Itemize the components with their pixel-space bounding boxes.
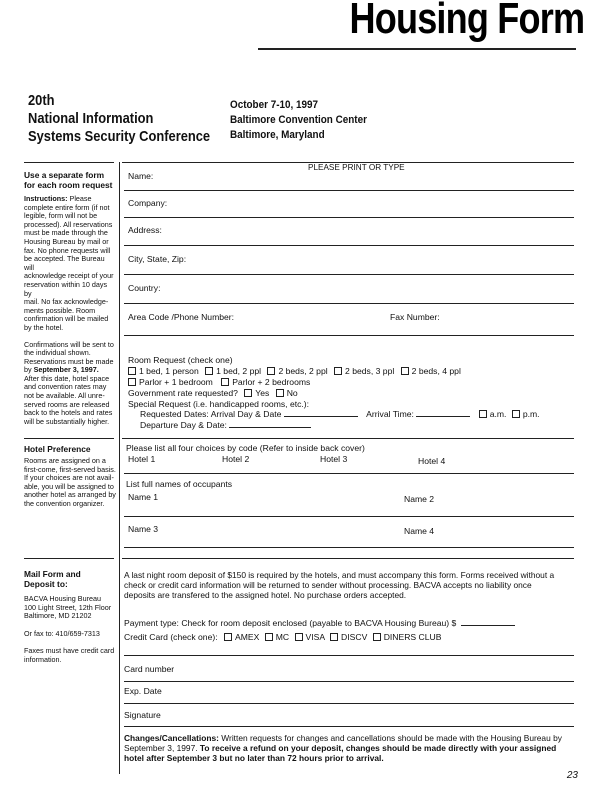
mail-block	[24, 569, 116, 665]
city-field[interactable]	[124, 274, 574, 275]
occupants-label: List full names of occupants	[126, 479, 233, 489]
card-option: AMEX	[235, 632, 260, 642]
checkbox[interactable]	[276, 389, 284, 397]
column-divider	[119, 162, 120, 774]
card-option: DINERS CLUB	[383, 632, 442, 642]
hotel-preference-block	[24, 444, 116, 509]
room-option: 2 beds, 2 ppl	[278, 366, 328, 376]
instructions-text: processed). All reservations	[24, 219, 113, 229]
fax-number: Or fax to: 410/659-7313	[24, 628, 100, 638]
hotel-2-label: Hotel 2	[222, 454, 250, 464]
refund-note: To receive a refund on your deposit, changes should be made directly with your assigned hotel after September 3 but no later than 72 hours prior to arrival.	[124, 743, 557, 764]
arrival-date-label: Requested Dates: Arrival Day & Date	[140, 409, 282, 419]
fax-note: information.	[24, 654, 62, 664]
print-note: PLEASE PRINT OR TYPE	[308, 163, 405, 172]
event-dates: October 7-10, 1997	[230, 99, 319, 111]
fax-label: Fax Number:	[390, 312, 440, 322]
section-title: Deposit to:	[24, 579, 68, 589]
section-rule	[24, 558, 114, 559]
changes-body: Written requests for changes and cancellations should be made with the Housing Bureau by September 3, 1997.	[124, 733, 562, 754]
exp-date-field[interactable]	[124, 703, 574, 704]
checkbox[interactable]	[128, 367, 136, 375]
city-label: City, State, Zip:	[128, 254, 187, 264]
confirmation-text: Reservations must be made	[24, 356, 114, 366]
instructions-text: must be made through the	[24, 228, 108, 238]
occupant-names-field-2[interactable]	[124, 547, 574, 548]
payment-row	[124, 618, 515, 628]
conference-line: 20th	[28, 92, 55, 109]
fax-note: Faxes must have credit card	[24, 646, 115, 656]
hotel-choices-field[interactable]	[124, 473, 574, 474]
conference-line: Systems Security Conference	[28, 128, 211, 145]
checkbox[interactable]	[128, 378, 136, 386]
room-option: 1 bed, 1 person	[139, 366, 199, 376]
instructions-label: Instructions:	[24, 194, 68, 203]
exp-date-label: Exp. Date	[124, 686, 162, 696]
address-field[interactable]	[124, 245, 574, 246]
section-title: Hotel Preference	[24, 444, 91, 454]
checkbox[interactable]	[267, 367, 275, 375]
room-option: 1 bed, 2 ppl	[216, 366, 262, 376]
conference-line: National Information	[28, 110, 154, 127]
changes-text	[124, 733, 568, 764]
instructions-text: complete entire form (if not	[24, 202, 110, 212]
gov-rate-row	[128, 388, 298, 398]
card-option: MC	[275, 632, 290, 642]
gov-rate-label: Government rate requested?	[128, 388, 238, 398]
instructions-text: confirmation will be mailed	[24, 314, 109, 324]
confirmation-text: will be substantially higher.	[24, 416, 110, 426]
instructions-block	[24, 170, 116, 426]
phone-field[interactable]	[124, 335, 574, 336]
name-1-label: Name 1	[128, 492, 159, 502]
section-rule	[24, 438, 114, 439]
hotel-4-label: Hotel 4	[418, 456, 446, 466]
event-info	[230, 98, 367, 143]
company-label: Company:	[128, 198, 168, 208]
confirmation-text: the individual shown.	[24, 348, 91, 358]
event-city: Baltimore, Maryland	[230, 129, 325, 141]
name-3-label: Name 3	[128, 524, 159, 534]
name-field[interactable]	[124, 190, 574, 191]
room-option: Parlor + 1 bedroom	[139, 377, 213, 387]
instructions-text: legible, form will not be	[24, 211, 98, 221]
card-option: VISA	[305, 632, 325, 642]
mail-address: BACVA Housing Bureau	[24, 594, 101, 603]
room-request-label: Room Request (check one)	[128, 355, 233, 365]
mail-address: 100 Light Street, 12th Floor	[24, 602, 112, 612]
room-options-row1	[128, 366, 461, 376]
dates-row	[140, 409, 540, 419]
event-venue: Baltimore Convention Center	[230, 114, 367, 126]
address-label: Address:	[128, 225, 162, 235]
instructions-text: fax. No phone requests will	[24, 245, 111, 255]
room-option: Parlor + 2 bedrooms	[232, 377, 311, 387]
arrival-time-label: Arrival Time:	[366, 409, 414, 419]
confirmation-text: served rooms are released	[24, 399, 110, 409]
header-rule	[258, 48, 576, 50]
instructions-text: ments possible. Room	[24, 305, 96, 315]
instructions-text: Please	[67, 194, 92, 203]
name-label: Name:	[128, 171, 154, 181]
card-number-field[interactable]	[124, 681, 574, 682]
checkbox[interactable]	[334, 367, 342, 375]
section-rule	[122, 558, 574, 559]
deadline-date: September 3, 1997.	[33, 365, 99, 375]
hotel-list-label: Please list all four choices by code (Refer to inside back cover)	[126, 443, 365, 453]
arrival-time-field[interactable]	[416, 416, 470, 417]
payment-type-label: Payment type: Check for room deposit enclosed (payable to BACVA Housing Bureau) $	[124, 618, 457, 628]
room-option: 2 beds, 4 ppl	[411, 366, 461, 376]
confirmation-text: After this date, hotel space	[24, 373, 110, 383]
checkbox[interactable]	[479, 410, 487, 418]
departure-field[interactable]	[229, 427, 311, 428]
card-rule	[124, 655, 574, 656]
checkbox[interactable]	[401, 367, 409, 375]
company-field[interactable]	[124, 217, 574, 218]
section-title: Mail Form and	[24, 569, 81, 579]
instructions-text: be accepted. The Bureau will	[24, 254, 105, 272]
signature-field[interactable]	[124, 726, 574, 727]
pm-option: p.m.	[522, 409, 540, 419]
section-title: for each room request	[24, 180, 113, 190]
arrival-date-field[interactable]	[284, 416, 358, 417]
special-request-label: Special Request (i.e. handicapped rooms, etc.):	[128, 399, 310, 409]
departure-row	[140, 420, 311, 430]
confirmation-text: back to the hotels and rates	[24, 408, 113, 418]
section-rule	[122, 438, 574, 439]
checkbox[interactable]	[373, 633, 381, 641]
conference-name	[28, 92, 210, 146]
payment-amount-field[interactable]	[461, 625, 515, 626]
am-option: a.m.	[489, 409, 507, 419]
departure-label: Departure Day & Date:	[140, 420, 227, 430]
country-field[interactable]	[124, 303, 574, 304]
hotel-pref-text: Rooms are assigned on a	[24, 456, 106, 465]
checkbox[interactable]	[244, 389, 252, 397]
confirmation-text: and convention rates may	[24, 382, 107, 392]
instructions-text: Housing Bureau by mail or	[24, 236, 109, 246]
checkbox[interactable]	[265, 633, 273, 641]
confirmation-text: by	[24, 365, 34, 375]
hotel-pref-text: another hotel as arranged by	[24, 490, 116, 500]
hotel-1-label: Hotel 1	[128, 454, 156, 464]
deposit-text: A last night room deposit of $150 is required by the hotels, and must accompany this form. Forms received without a check or credit card information will be returned to sender without processing. BACVA accepts no liability once deposits are transfered to the assigned hotel. No purchase orders accepted.	[124, 570, 555, 601]
instructions-text: reservation within 10 days by	[24, 279, 108, 298]
changes-label: Changes/Cancellations:	[124, 733, 219, 743]
checkbox[interactable]	[512, 410, 520, 418]
phone-label: Area Code /Phone Number:	[128, 312, 235, 322]
signature-label: Signature	[124, 710, 161, 720]
country-label: Country:	[128, 283, 161, 293]
credit-card-row	[124, 632, 441, 642]
occupant-names-field[interactable]	[124, 516, 574, 517]
hotel-pref-text: first-come, first-served basis.	[24, 464, 116, 474]
checkbox[interactable]	[205, 367, 213, 375]
name-2-label: Name 2	[404, 494, 435, 504]
hotel-pref-text: If your choices are not avail-	[24, 473, 114, 483]
checkbox[interactable]	[330, 633, 338, 641]
no-option: No	[286, 388, 298, 398]
hotel-pref-text: able, you will be assigned to	[24, 481, 114, 491]
yes-option: Yes	[255, 388, 270, 398]
card-number-label: Card number	[124, 664, 175, 674]
checkbox[interactable]	[295, 633, 303, 641]
room-options-row2	[128, 377, 310, 387]
name-4-label: Name 4	[404, 526, 435, 536]
hotel-pref-text: the convention organizer.	[24, 498, 105, 508]
room-option: 2 beds, 3 ppl	[345, 366, 395, 376]
confirmation-text: Confirmations will be sent to	[24, 339, 114, 349]
section-title: Use a separate form	[24, 170, 105, 180]
instructions-text: by the hotel.	[24, 322, 64, 332]
page-title: Housing Form	[349, 0, 584, 43]
checkbox[interactable]	[224, 633, 232, 641]
page-number: 23	[566, 770, 578, 781]
mail-address: Baltimore, MD 21202	[24, 611, 92, 621]
hotel-3-label: Hotel 3	[320, 454, 348, 464]
confirmation-text: not be available. All unre-	[24, 391, 105, 401]
checkbox[interactable]	[221, 378, 229, 386]
credit-card-label: Credit Card (check one):	[124, 632, 218, 642]
instructions-text: mail. No fax acknowledge-	[24, 297, 109, 307]
section-rule	[24, 162, 114, 163]
instructions-text: acknowledge receipt of your	[24, 271, 114, 281]
card-option: DISCV	[341, 632, 368, 642]
